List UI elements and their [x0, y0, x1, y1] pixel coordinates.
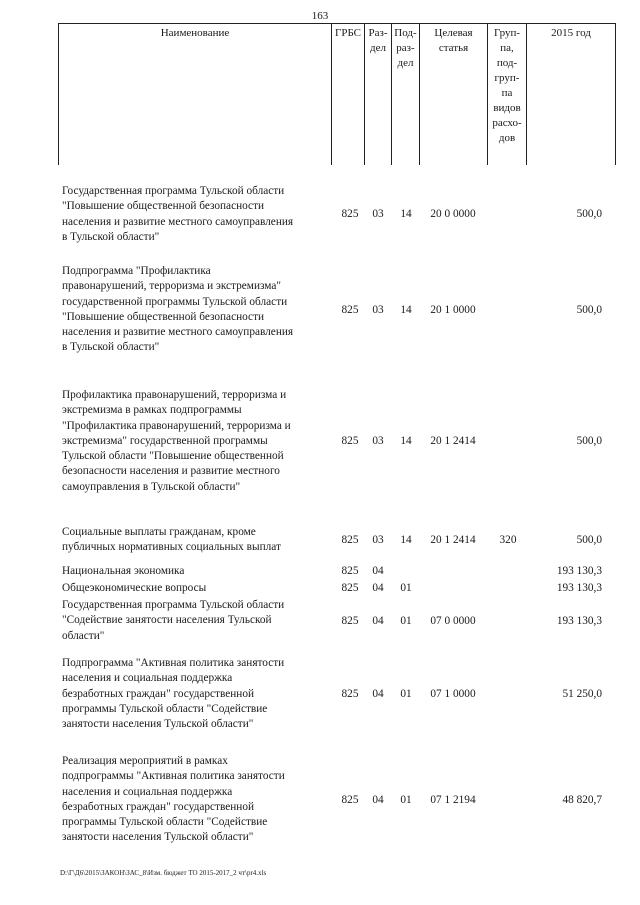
row-podrazdel: 14 — [400, 534, 412, 546]
row-celevaya: 20 1 0000 — [430, 304, 476, 316]
row-celevaya: 20 0 0000 — [430, 208, 476, 220]
row-grbs: 825 — [341, 304, 359, 316]
row-razdel: 03 — [372, 435, 384, 447]
row-amount: 500,0 — [576, 534, 602, 546]
row-podrazdel: 14 — [400, 208, 412, 220]
row-razdel: 03 — [372, 304, 384, 316]
row-grbs: 825 — [341, 615, 359, 627]
row-amount: 48 820,7 — [562, 794, 602, 806]
row-razdel: 03 — [372, 208, 384, 220]
header-left-border — [58, 23, 59, 165]
row-razdel: 04 — [372, 582, 384, 594]
row-name: Социальные выплаты гражданам, кроме публичных нормативных социальных выплат — [62, 526, 281, 554]
row-grbs: 825 — [341, 534, 359, 546]
row-celevaya: 20 1 2414 — [430, 435, 476, 447]
row-grbs: 825 — [341, 208, 359, 220]
header-divider-year — [526, 23, 527, 165]
row-razdel: 04 — [372, 615, 384, 627]
row-name: Общеэкономические вопросы — [62, 582, 207, 594]
row-grbs: 825 — [341, 688, 359, 700]
row-name: Подпрограмма "Активная политика занятости населения и социальная поддержка безработных граждан" государственной программы Тульской области "Содействие занятости населения Тульской области" — [62, 657, 285, 731]
row-vr: 320 — [499, 534, 517, 546]
row-podrazdel: 14 — [400, 304, 412, 316]
row-amount: 51 250,0 — [562, 688, 602, 700]
header-celevaya: Целевая статья — [434, 27, 473, 54]
row-grbs: 825 — [341, 794, 359, 806]
header-razdel: Раз- дел — [368, 27, 388, 54]
row-amount: 500,0 — [576, 435, 602, 447]
row-celevaya: 07 1 2194 — [430, 794, 476, 806]
row-grbs: 825 — [341, 565, 359, 577]
header-grbs: ГРБС — [334, 27, 362, 39]
header-right-border — [615, 23, 616, 165]
header-vr: Груп- па, под- груп- па видов расхо- дов — [492, 27, 522, 144]
header-top-border — [58, 23, 616, 24]
row-name: Реализация мероприятий в рамках подпрограммы "Активная политика занятости населения и социальная поддержка безработных граждан" государственной программы Тульской области "Содействие занятости населения Тульской области" — [62, 755, 285, 844]
row-name: Подпрограмма "Профилактика правонарушений, терроризма и экстремизма" государственной программы Тульской области "Повышение общественной безопасности населения и развитие местного самоуправления в Тульской области" — [62, 265, 294, 354]
row-podrazdel: 14 — [400, 435, 412, 447]
row-razdel: 04 — [372, 565, 384, 577]
row-podrazdel: 01 — [400, 688, 412, 700]
row-podrazdel: 01 — [400, 615, 412, 627]
row-amount: 500,0 — [576, 304, 602, 316]
row-razdel: 04 — [372, 688, 384, 700]
row-grbs: 825 — [341, 582, 359, 594]
row-amount: 500,0 — [576, 208, 602, 220]
row-name: Национальная экономика — [62, 565, 185, 577]
file-path-footer: D:\Г\Д6\2015\ЗАКОН\ЗАС_8\Изм. бюджет ТО 2015-2017_2 чт\pr4.xls — [60, 869, 267, 877]
header-name: Наименование — [160, 27, 230, 39]
row-podrazdel: 01 — [400, 794, 412, 806]
row-amount: 193 130,3 — [556, 582, 602, 594]
row-grbs: 825 — [341, 435, 359, 447]
header-year: 2015 год — [551, 27, 591, 39]
row-celevaya: 07 0 0000 — [430, 615, 476, 627]
row-razdel: 04 — [372, 794, 384, 806]
row-podrazdel: 01 — [400, 582, 412, 594]
row-celevaya: 20 1 2414 — [430, 534, 476, 546]
row-name: Профилактика правонарушений, терроризма и экстремизма в рамках подпрограммы "Профилактика правонарушений, терроризма и экстремизма" государственной программы Тульской области "Повышение общественной безопасности населения и развитие местного самоуправления в Тульской области" — [62, 389, 291, 493]
row-amount: 193 130,3 — [556, 565, 602, 577]
header-podrazdel: Под- раз- дел — [394, 27, 417, 69]
row-razdel: 03 — [372, 534, 384, 546]
page-number: 163 — [311, 10, 329, 22]
header-divider-grbs — [331, 23, 332, 165]
row-name: Государственная программа Тульской области "Содействие занятости населения Тульской области" — [62, 599, 285, 642]
row-name: Государственная программа Тульской области "Повышение общественной безопасности населения и развитие местного самоуправления в Тульской области" — [62, 185, 294, 243]
row-celevaya: 07 1 0000 — [430, 688, 476, 700]
row-amount: 193 130,3 — [556, 615, 602, 627]
